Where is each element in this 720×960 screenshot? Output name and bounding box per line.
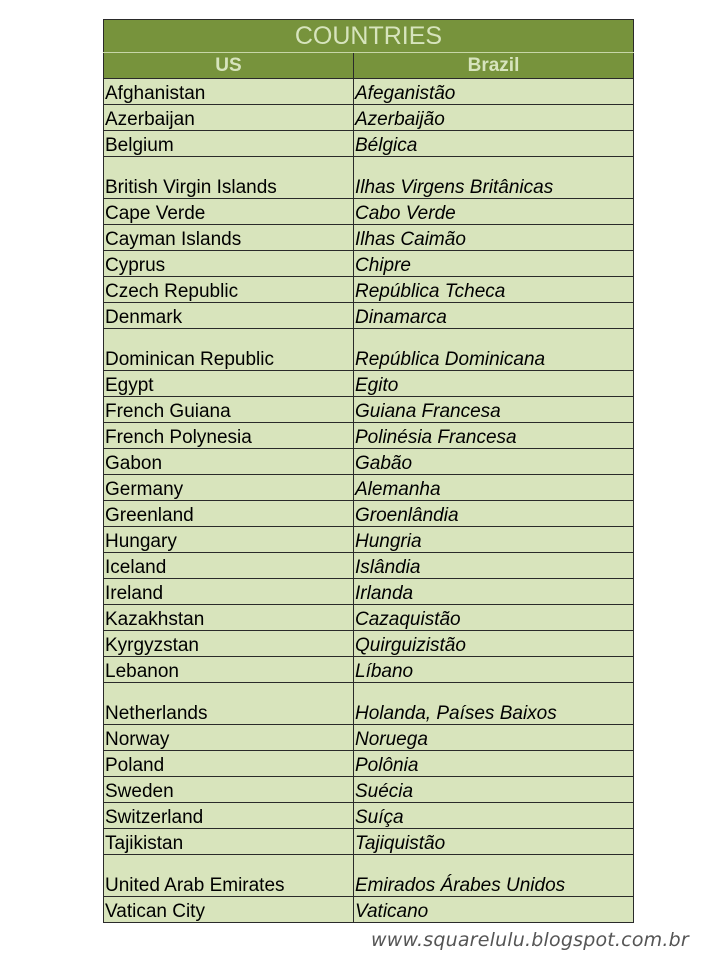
brazil-name-cell: Alemanha — [354, 475, 634, 501]
brazil-name-cell: Tajiquistão — [354, 829, 634, 855]
us-name-cell: Egypt — [104, 371, 354, 397]
us-name-cell: French Polynesia — [104, 423, 354, 449]
brazil-name-cell: Islândia — [354, 553, 634, 579]
brazil-name-cell: Hungria — [354, 527, 634, 553]
table-row — [104, 303, 634, 329]
us-name-cell: Afghanistan — [104, 79, 354, 105]
brazil-name-cell: Emirados Árabes Unidos — [354, 855, 634, 897]
table-row — [104, 397, 634, 423]
us-name-cell: Sweden — [104, 777, 354, 803]
brazil-name-cell: Afeganistão — [354, 79, 634, 105]
us-name-cell: Vatican City — [104, 897, 354, 923]
table-body — [104, 79, 634, 923]
table-row — [104, 105, 634, 131]
table-row — [104, 501, 634, 527]
brazil-name-cell: Ilhas Caimão — [354, 225, 634, 251]
brazil-name-cell: Suíça — [354, 803, 634, 829]
us-name-cell: Cyprus — [104, 251, 354, 277]
brazil-name-cell: Holanda, Países Baixos — [354, 683, 634, 725]
us-name-cell: Greenland — [104, 501, 354, 527]
table-title: COUNTRIES — [104, 20, 634, 53]
table-row — [104, 725, 634, 751]
table-row — [104, 251, 634, 277]
brazil-name-cell: Quirguizistão — [354, 631, 634, 657]
column-header-brazil: Brazil — [354, 53, 634, 79]
brazil-name-cell: República Dominicana — [354, 329, 634, 371]
table-row — [104, 371, 634, 397]
brazil-name-cell: Ilhas Virgens Britânicas — [354, 157, 634, 199]
brazil-name-cell: Suécia — [354, 777, 634, 803]
brazil-name-cell: Polônia — [354, 751, 634, 777]
table-row — [104, 475, 634, 501]
table-row — [104, 423, 634, 449]
us-name-cell: Switzerland — [104, 803, 354, 829]
table-row — [104, 553, 634, 579]
brazil-name-cell: República Tcheca — [354, 277, 634, 303]
brazil-name-cell: Azerbaijão — [354, 105, 634, 131]
brazil-name-cell: Líbano — [354, 657, 634, 683]
countries-table — [103, 19, 634, 923]
brazil-name-cell: Cazaquistão — [354, 605, 634, 631]
table-row — [104, 527, 634, 553]
us-name-cell: British Virgin Islands — [104, 157, 354, 199]
table-row — [104, 829, 634, 855]
us-name-cell: French Guiana — [104, 397, 354, 423]
brazil-name-cell: Dinamarca — [354, 303, 634, 329]
us-name-cell: Tajikistan — [104, 829, 354, 855]
us-name-cell: Hungary — [104, 527, 354, 553]
brazil-name-cell: Groenlândia — [354, 501, 634, 527]
brazil-name-cell: Chipre — [354, 251, 634, 277]
us-name-cell: Kazakhstan — [104, 605, 354, 631]
table-row — [104, 777, 634, 803]
table-row — [104, 803, 634, 829]
blog-url: www.squarelulu.blogspot.com.br — [371, 929, 689, 951]
us-name-cell: Dominican Republic — [104, 329, 354, 371]
table-row — [104, 131, 634, 157]
us-name-cell: Norway — [104, 725, 354, 751]
us-name-cell: Poland — [104, 751, 354, 777]
us-name-cell: Iceland — [104, 553, 354, 579]
brazil-name-cell: Polinésia Francesa — [354, 423, 634, 449]
us-name-cell: Kyrgyzstan — [104, 631, 354, 657]
table-row — [104, 329, 634, 371]
us-name-cell: Denmark — [104, 303, 354, 329]
brazil-name-cell: Bélgica — [354, 131, 634, 157]
us-name-cell: Azerbaijan — [104, 105, 354, 131]
us-name-cell: Czech Republic — [104, 277, 354, 303]
us-name-cell: Belgium — [104, 131, 354, 157]
us-name-cell: Germany — [104, 475, 354, 501]
us-name-cell: Cayman Islands — [104, 225, 354, 251]
brazil-name-cell: Irlanda — [354, 579, 634, 605]
us-name-cell: Lebanon — [104, 657, 354, 683]
brazil-name-cell: Cabo Verde — [354, 199, 634, 225]
table-row — [104, 79, 634, 105]
table-row — [104, 157, 634, 199]
table-row — [104, 277, 634, 303]
table-row — [104, 605, 634, 631]
brazil-name-cell: Guiana Francesa — [354, 397, 634, 423]
table-row — [104, 631, 634, 657]
brazil-name-cell: Noruega — [354, 725, 634, 751]
brazil-name-cell: Vaticano — [354, 897, 634, 923]
table-row — [104, 579, 634, 605]
column-header-us: US — [104, 53, 354, 79]
table-row — [104, 199, 634, 225]
table-row — [104, 449, 634, 475]
table-row — [104, 683, 634, 725]
table-row — [104, 751, 634, 777]
us-name-cell: Netherlands — [104, 683, 354, 725]
us-name-cell: United Arab Emirates — [104, 855, 354, 897]
brazil-name-cell: Egito — [354, 371, 634, 397]
table-row — [104, 855, 634, 897]
us-name-cell: Ireland — [104, 579, 354, 605]
table-row — [104, 225, 634, 251]
brazil-name-cell: Gabão — [354, 449, 634, 475]
table-row — [104, 657, 634, 683]
us-name-cell: Cape Verde — [104, 199, 354, 225]
table-row — [104, 897, 634, 923]
us-name-cell: Gabon — [104, 449, 354, 475]
